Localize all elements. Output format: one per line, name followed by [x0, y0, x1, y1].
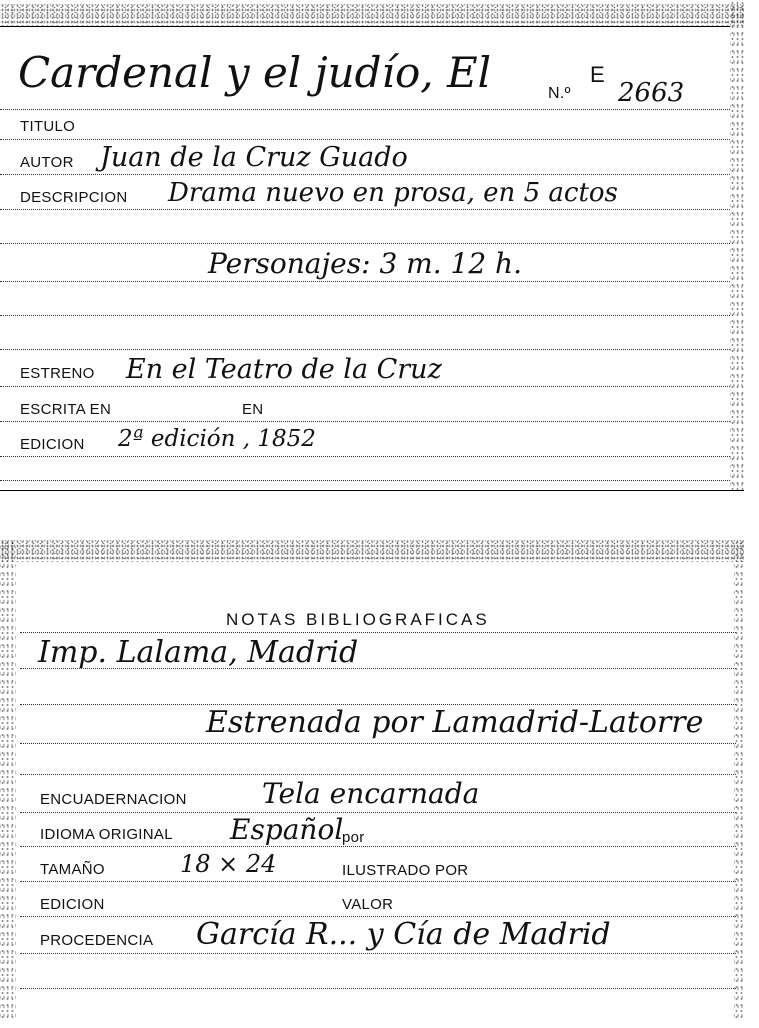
escrita-en-label: ESCRITA EN: [20, 401, 112, 418]
rule-line: [0, 386, 730, 387]
descripcion-label: DESCRIPCION: [20, 189, 128, 206]
estreno-label: ESTRENO: [20, 365, 95, 382]
descripcion-value: Drama nuevo en prosa, en 5 actos: [168, 178, 618, 208]
card-top-texture: [0, 540, 744, 562]
rule-line: [0, 421, 730, 422]
rule-line: [0, 480, 730, 481]
idioma-value: Español: [230, 813, 344, 846]
edicion-label-bottom: EDICION: [40, 896, 105, 913]
ilustrado-por-label: ILUSTRADO POR: [342, 862, 469, 879]
title-value: Cardenal y el judío, El: [18, 48, 492, 97]
rule-line: [0, 281, 730, 282]
rule-line: [0, 315, 730, 316]
number-label: N.º: [548, 85, 571, 102]
personajes-value: Personajes: 3 m. 12 h.: [208, 247, 522, 280]
rule-line: [20, 988, 736, 989]
rule-line: [20, 881, 736, 882]
rule-line: [0, 243, 730, 244]
estreno-value: En el Teatro de la Cruz: [126, 354, 442, 385]
edicion-label: EDICION: [20, 436, 85, 453]
rule-line: [0, 456, 730, 457]
notas-heading: NOTAS BIBLIOGRAFICAS: [226, 610, 490, 629]
rule-line: [20, 774, 736, 775]
encuadernacion-label: ENCUADERNACION: [40, 791, 187, 808]
catalog-card-bottom: [0, 540, 744, 1020]
titulo-label: TITULO: [20, 118, 76, 135]
card-left-texture: [0, 540, 16, 1020]
autor-value: Juan de la Cruz Guado: [100, 142, 408, 173]
tamano-value: 18 × 24: [180, 850, 277, 878]
autor-label: AUTOR: [20, 154, 74, 171]
procedencia-label: PROCEDENCIA: [40, 932, 154, 949]
por-label: por: [342, 829, 365, 846]
rule-line: [20, 846, 736, 847]
procedencia-value: García R... y Cía de Madrid: [196, 917, 611, 952]
card-bottom-edge: [0, 490, 744, 491]
rule-line: [0, 209, 730, 210]
card-top-texture: [0, 4, 744, 26]
rule-line: [20, 632, 736, 633]
rule-line: [0, 139, 730, 140]
rule-line: [0, 349, 730, 350]
rule-line: [0, 174, 730, 175]
rule-line: [20, 668, 736, 669]
edicion-value: 2ª edición , 1852: [118, 426, 316, 452]
note-line-1: Imp. Lalama, Madrid: [38, 635, 359, 670]
rule-line: [20, 953, 736, 954]
encuadernacion-value: Tela encarnada: [262, 777, 480, 810]
card-right-texture: [730, 0, 744, 492]
rule-line: [20, 812, 736, 813]
en-label: EN: [242, 401, 264, 418]
number-value: 2663: [618, 78, 685, 108]
note-line-2: Estrenada por Lamadrid-Latorre: [206, 705, 704, 740]
number-prefix: E: [590, 62, 605, 87]
valor-label: VALOR: [342, 896, 394, 913]
idioma-original-label: IDIOMA ORIGINAL: [40, 826, 173, 843]
card-top-edge: [0, 26, 730, 27]
tamano-label: TAMAÑO: [40, 861, 105, 878]
rule-line: [0, 109, 730, 110]
rule-line: [20, 743, 736, 744]
catalog-card-top: [0, 0, 744, 492]
card-right-texture: [734, 540, 744, 1020]
